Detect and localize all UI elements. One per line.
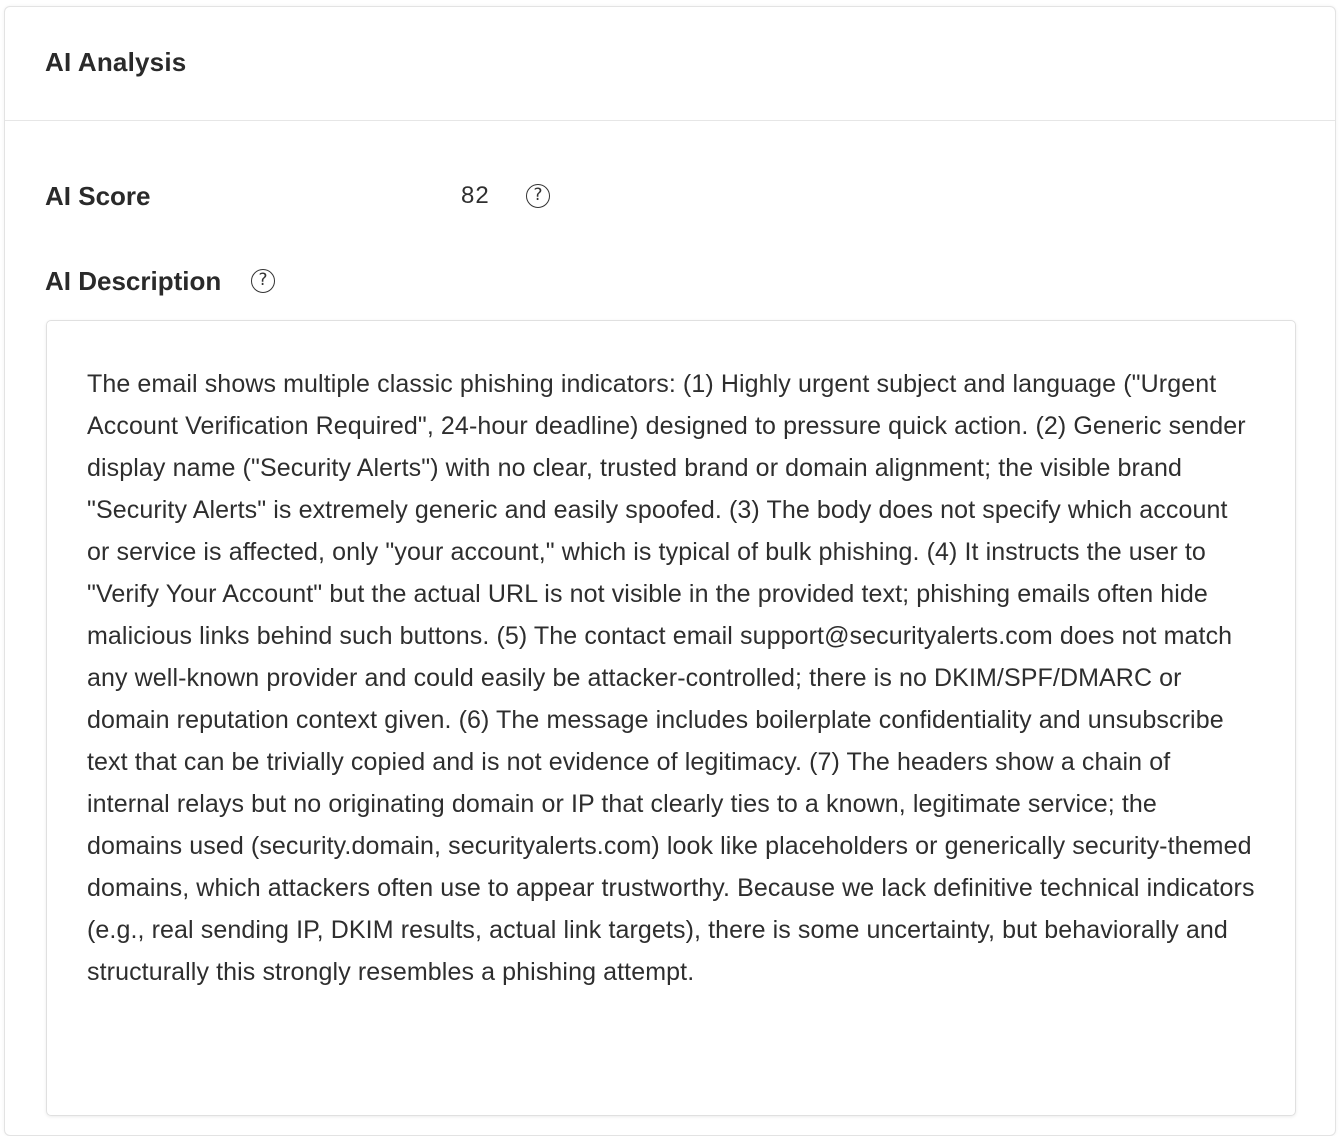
question-circle-icon[interactable]: ? bbox=[526, 184, 550, 208]
ai-score-label: AI Score bbox=[45, 181, 151, 211]
ai-description-row bbox=[45, 263, 445, 299]
ai-score-row bbox=[45, 179, 645, 213]
ai-description-label: AI Description bbox=[45, 266, 222, 296]
panel-header bbox=[5, 7, 1335, 121]
ai-analysis-panel bbox=[4, 6, 1336, 1136]
ai-score-value: 82 bbox=[461, 182, 490, 209]
panel-title: AI Analysis bbox=[45, 47, 187, 77]
ai-description-text: The email shows multiple classic phishing indicators: (1) Highly urgent subject and language ("Urgent Account Verification Required", 24-hour deadline) designed to pressure quick action. (2) Generic sender display name ("Security Alerts") with no clear, trusted brand or domain alignment; the visible brand "Security Alerts" is extremely generic and easily spoofed. (3) The body does not specify which account or service is affected, only "your account," which is typical of bulk phishing. (4) It instructs the user to "Verify Your Account" but the actual URL is not visible in the provided text; phishing emails often hide malicious links behind such buttons. (5) The contact email support@securityalerts.com does not match any well-known provider and could easily be attacker-controlled; there is no DKIM/SPF/DMARC or domain reputation context given. (6) The message includes boilerplate confidentiality and unsubscribe text that can be trivially copied and is not evidence of legitimacy. (7) The headers show a chain of internal relays but no originating domain or IP that clearly ties to a known, legitimate service; the domains used (security.domain, securityalerts.com) look like placeholders or generically security-themed domains, which attackers often use to appear trustworthy. Because we lack definitive technical indicators (e.g., real sending IP, DKIM results, actual link targets), there is some uncertainty, but behaviorally and structurally this strongly resembles a phishing attempt. bbox=[87, 370, 1255, 986]
question-circle-icon[interactable]: ? bbox=[251, 269, 275, 293]
ai-description-box bbox=[46, 320, 1296, 1116]
